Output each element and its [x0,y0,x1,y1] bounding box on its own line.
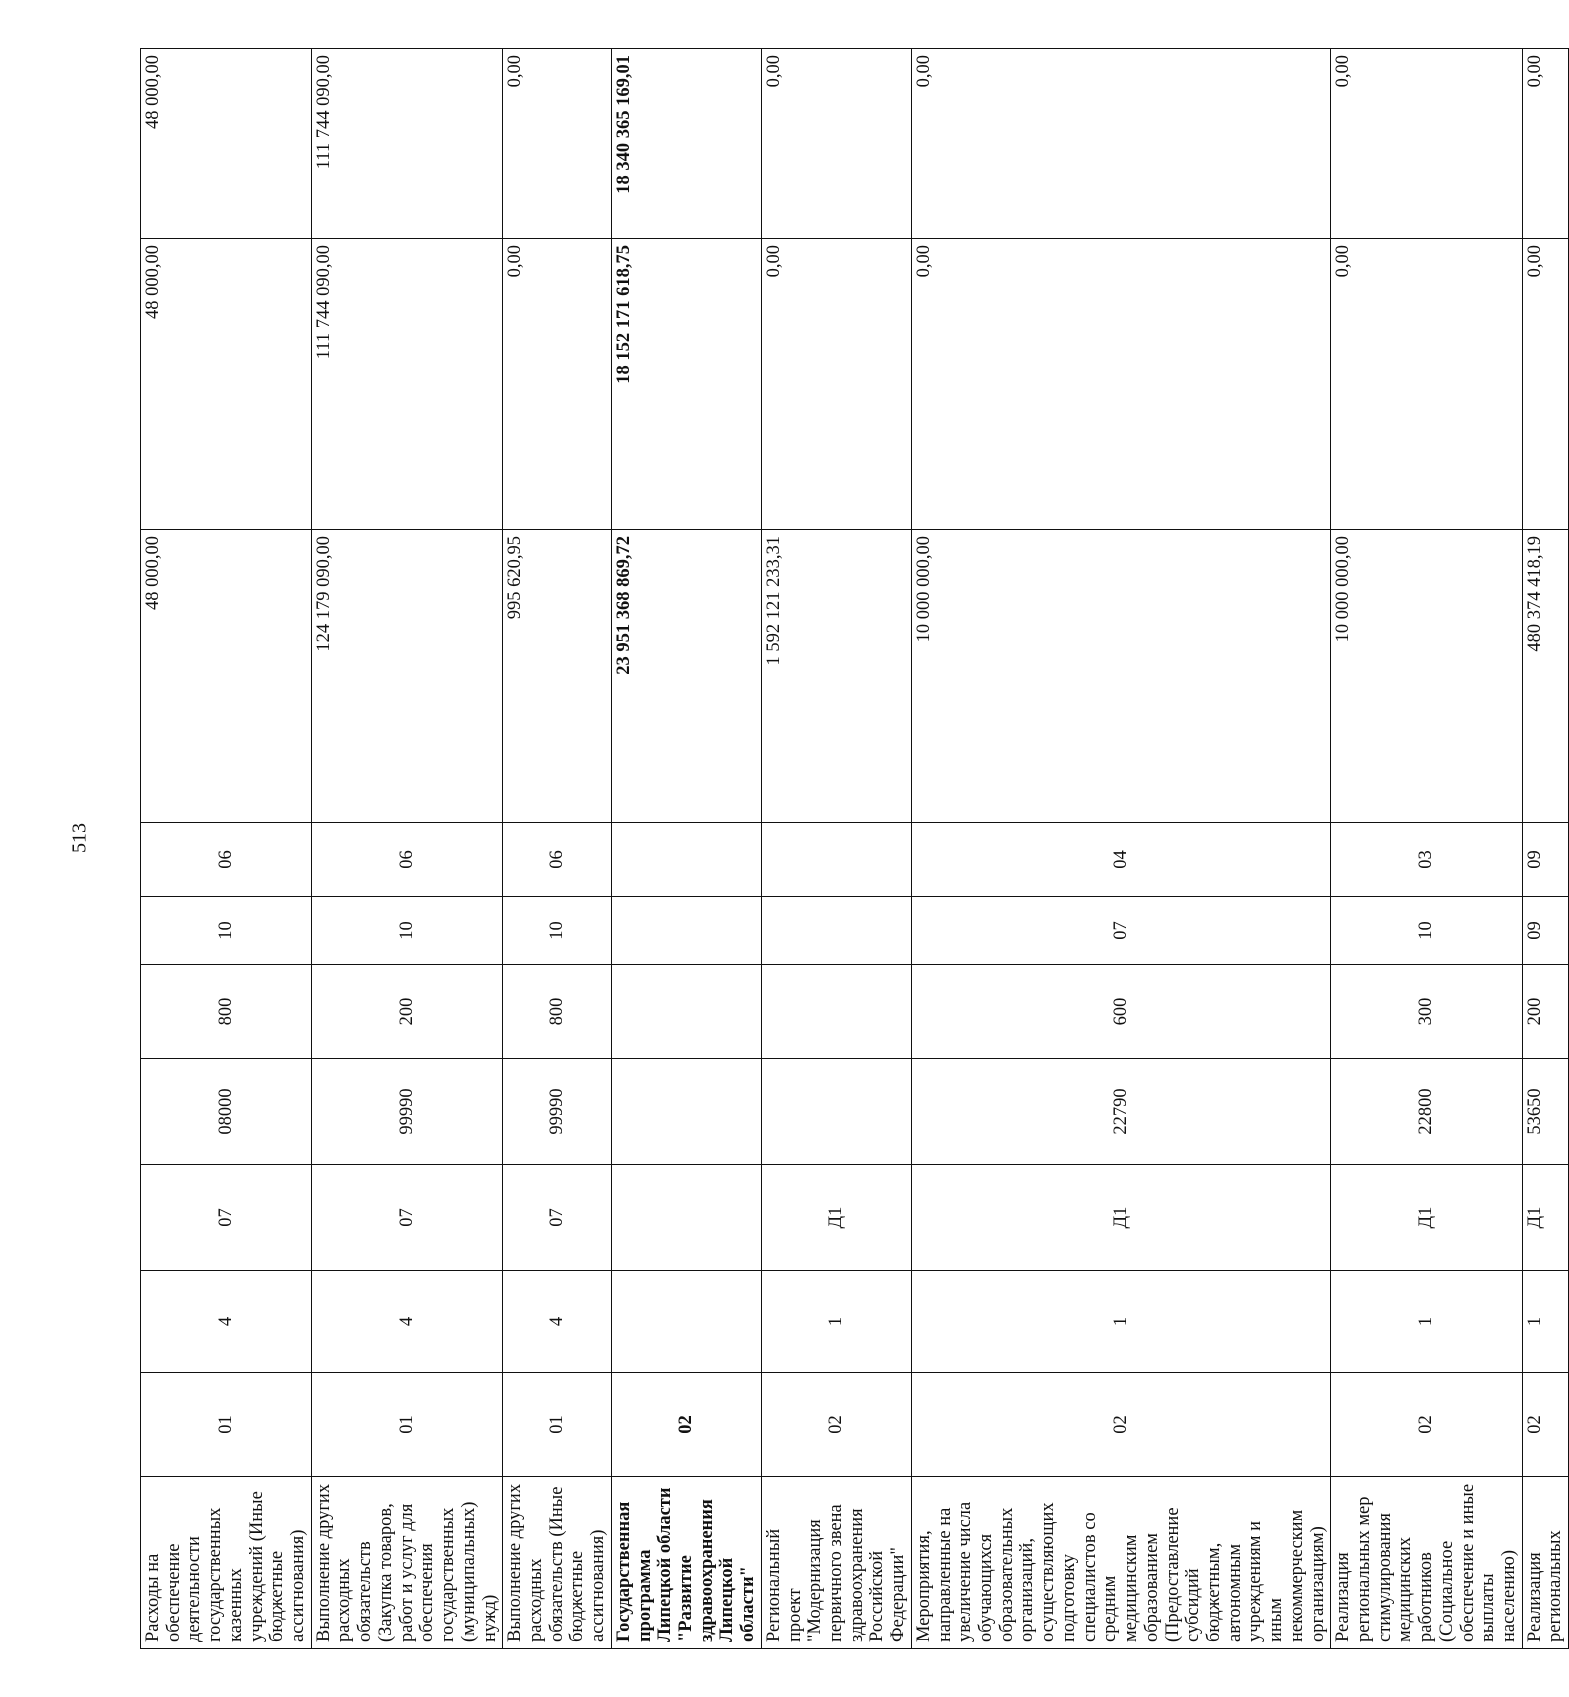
amount-year-3: 0,00 [1331,49,1522,239]
direction-code: 07 [311,1165,502,1271]
table-row [761,49,911,1649]
expense-type-code: 200 [311,965,502,1059]
direction-code: Д1 [1522,1165,1568,1271]
section-code [611,897,761,965]
expense-type-code: 800 [141,965,312,1059]
program-code: 01 [141,1373,312,1477]
section-code: 10 [503,897,612,965]
row-description: Реализация региональных мер стимулирования медицинских работников (Социальное обеспечение и иные выплаты населению) [1331,1477,1522,1649]
expense-code [761,1059,911,1165]
expense-code: 22790 [911,1059,1330,1165]
subsection-code: 06 [141,823,312,897]
subsection-code [761,823,911,897]
subsection-code: 04 [911,823,1330,897]
table-row [1522,49,1568,1649]
subprogram-code: 1 [1331,1271,1522,1373]
amount-year-3: 0,00 [503,49,612,239]
amount-year-1: 10 000 000,00 [1331,530,1522,823]
row-description: Региональный проект "Модернизация первичного звена здравоохранения Российской Федерации" [761,1477,911,1649]
amount-year-1: 23 951 368 869,72 [611,530,761,823]
table-row [311,49,502,1649]
expense-type-code: 300 [1331,965,1522,1059]
section-code: 10 [1331,897,1522,965]
program-code: 02 [1522,1373,1568,1477]
expense-code: 08000 [141,1059,312,1165]
subprogram-code: 1 [761,1271,911,1373]
amount-year-1: 1 592 121 233,31 [761,530,911,823]
section-code [761,897,911,965]
subsection-code: 03 [1331,823,1522,897]
amount-year-1: 480 374 418,19 [1522,530,1568,823]
amount-year-2: 48 000,00 [141,239,312,530]
amount-year-3: 18 340 365 169,01 [611,49,761,239]
expense-code [611,1059,761,1165]
amount-year-2: 0,00 [911,239,1330,530]
subprogram-code [611,1271,761,1373]
program-code: 01 [503,1373,612,1477]
expense-type-code: 800 [503,965,612,1059]
program-code: 02 [911,1373,1330,1477]
expense-code: 22800 [1331,1059,1522,1165]
amount-year-2: 0,00 [761,239,911,530]
direction-code: 07 [141,1165,312,1271]
expense-code: 99990 [311,1059,502,1165]
section-code: 07 [911,897,1330,965]
amount-year-2: 0,00 [1522,239,1568,530]
page-number: 513 [68,823,91,853]
amount-year-3: 111 744 090,00 [311,49,502,239]
expense-type-code: 600 [911,965,1330,1059]
subprogram-code: 4 [503,1271,612,1373]
amount-year-2: 0,00 [503,239,612,530]
subsection-code [611,823,761,897]
amount-year-1: 995 620,95 [503,530,612,823]
table-row [611,49,761,1649]
program-code: 02 [1331,1373,1522,1477]
expense-code: 99990 [503,1059,612,1165]
table-row [1331,49,1522,1649]
amount-year-3: 0,00 [761,49,911,239]
subprogram-code: 4 [141,1271,312,1373]
row-description: Выполнение других расходных обязательств (Иные бюджетные ассигнования) [503,1477,612,1649]
subsection-code: 06 [311,823,502,897]
subprogram-code: 1 [1522,1271,1568,1373]
amount-year-2: 18 152 171 618,75 [611,239,761,530]
amount-year-1: 10 000 000,00 [911,530,1330,823]
row-description: Расходы на обеспечение деятельности государственных казенных учреждений (Иные бюджетные ассигнования) [141,1477,312,1649]
amount-year-3: 48 000,00 [141,49,312,239]
direction-code: Д1 [911,1165,1330,1271]
direction-code: Д1 [761,1165,911,1271]
expense-type-code [761,965,911,1059]
section-code: 10 [141,897,312,965]
expense-code: 53650 [1522,1059,1568,1165]
subsection-code: 06 [503,823,612,897]
table-row [141,49,312,1649]
rotated-table-wrapper [140,49,1566,1649]
row-description: Государственная программа Липецкой области "Развитие здравоохранения Липецкой области" [611,1477,761,1649]
amount-year-2: 111 744 090,00 [311,239,502,530]
row-description: Выполнение других расходных обязательств (Закупка товаров, работ и услуг для обеспечения государственных (муниципальных) нужд) [311,1477,502,1649]
table-row [503,49,612,1649]
amount-year-1: 48 000,00 [141,530,312,823]
expense-type-code [611,965,761,1059]
direction-code: 07 [503,1165,612,1271]
direction-code: Д1 [1331,1165,1522,1271]
amount-year-1: 124 179 090,00 [311,530,502,823]
section-code: 09 [1522,897,1568,965]
program-code: 02 [761,1373,911,1477]
section-code: 10 [311,897,502,965]
program-code: 01 [311,1373,502,1477]
program-code: 02 [611,1373,761,1477]
table-row [911,49,1330,1649]
direction-code [611,1165,761,1271]
amount-year-3: 0,00 [1522,49,1568,239]
row-description: Реализация региональных [1522,1477,1568,1649]
amount-year-2: 0,00 [1331,239,1522,530]
amount-year-3: 0,00 [911,49,1330,239]
expense-type-code: 200 [1522,965,1568,1059]
subprogram-code: 4 [311,1271,502,1373]
subprogram-code: 1 [911,1271,1330,1373]
budget-table [140,48,1569,1649]
subsection-code: 09 [1522,823,1568,897]
row-description: Мероприятия, направленные на увеличение числа обучающихся образовательных организаций, осуществляющих подготовку специалистов со средним медицинским образованием (Предоставление субсидий бюджетным, автономным учреждениям и иным некоммерческим организациям) [911,1477,1330,1649]
